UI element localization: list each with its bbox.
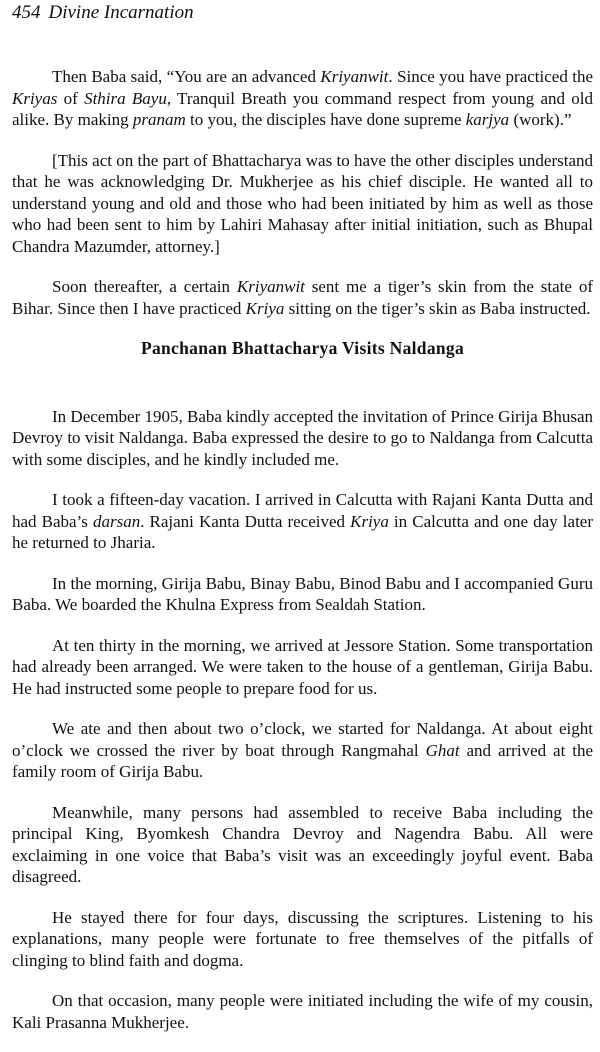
text-run: sitting on the tiger’s skin as Baba instructed. [284, 298, 591, 318]
page-body [12, 66, 593, 1052]
italic-term: Kriya [245, 298, 285, 318]
paragraph-2: [This act on the part of Bhattacharya was to have the other disciples understand that he was acknowledging Dr. Mukherjee as his chief disciple. He wanted all to understand young and old and those who had been initiated by him as well as those who had been sent to him by Lahiri Mahasay after initial initiation, such as Bhupal Chandra Mazumder, attorney.] [12, 150, 593, 256]
paragraph-9: Meanwhile, many persons had assembled to receive Baba including the principal King, Byomkesh Chandra Devroy and Nagendra Babu. All were exclaiming in one voice that Baba’s visit was an exceedingly joyful event. Baba disagreed. [12, 802, 593, 886]
running-header [12, 2, 194, 24]
paragraph-8 [12, 718, 593, 783]
text-run: Then Baba said, “You are an advanced [52, 67, 321, 86]
text-run: Soon thereafter, a certain [52, 277, 237, 296]
paragraph-5 [12, 489, 593, 554]
italic-term: Kriyas [12, 88, 58, 108]
paragraph-7: At ten thirty in the morning, we arrived at Jessore Station. Some transportation had already been arranged. We were taken to the house of a gentleman, Girija Babu. He had instructed some people to prepare food for us. [12, 635, 593, 698]
paragraph-1 [12, 66, 593, 131]
text-run: . Since you have practiced the [388, 67, 594, 86]
paragraph-4: In December 1905, Baba kindly accepted the invitation of Prince Girija Bhusan Devroy to visit Naldanga. Baba expressed the desire to go to Naldanga from Calcutta with some disciples, and he kindly included me. [12, 406, 594, 469]
page-number: 454 [12, 2, 41, 23]
text-run: and arrived at the family room of Girija Babu. [12, 740, 594, 781]
italic-term: Kriyanwit [236, 277, 305, 296]
text-run: . Rajani Kanta Dutta received [140, 511, 351, 531]
text-run: in Calcutta and one day later he returned to Jharia. [12, 511, 593, 552]
italic-term: Sthira Bayu [84, 88, 167, 108]
paragraph-6: In the morning, Girija Babu, Binay Babu, Binod Babu and I accompanied Guru Baba. We boarded the Khulna Express from Sealdah Station. [12, 573, 593, 614]
italic-term: karjya [465, 110, 510, 129]
italic-term: pranam [132, 110, 186, 129]
section-heading: Panchanan Bhattacharya Visits Naldanga [140, 338, 465, 358]
text-run: (work).” [509, 110, 572, 129]
text-run: , Tranquil Breath you command respect from young and old alike. By making [12, 88, 593, 129]
text-run: sent me a tiger’s skin from the state of Bihar. Since then I have practiced [12, 277, 593, 318]
running-title: Divine Incarnation [48, 2, 194, 23]
paragraph-10: He stayed there for four days, discussing the scriptures. Listening to his explanations, many people were fortunate to free themselves of the pitfalls of clinging to blind faith and dogma. [12, 907, 593, 970]
italic-term: Kriya [350, 511, 389, 531]
text-run: of [57, 88, 85, 108]
paragraph-3 [12, 276, 593, 319]
text-run: I took a fifteen-day vacation. I arrived in Calcutta with Rajani Kanta Dutta and had Baba’s [12, 490, 593, 531]
italic-term: darsan [92, 511, 141, 531]
text-run: to you, the disciples have done supreme [185, 110, 466, 129]
italic-term: Ghat [425, 740, 460, 760]
text-run: We ate and then about two o’clock, we started for Naldanga. At about eight o’clock we crossed the river by boat through Rangmahal [12, 719, 593, 760]
paragraph-11: On that occasion, many people were initiated including the wife of my cousin, Kali Prasanna Mukherjee. [12, 991, 593, 1032]
italic-term: Kriyanwit [320, 67, 389, 86]
